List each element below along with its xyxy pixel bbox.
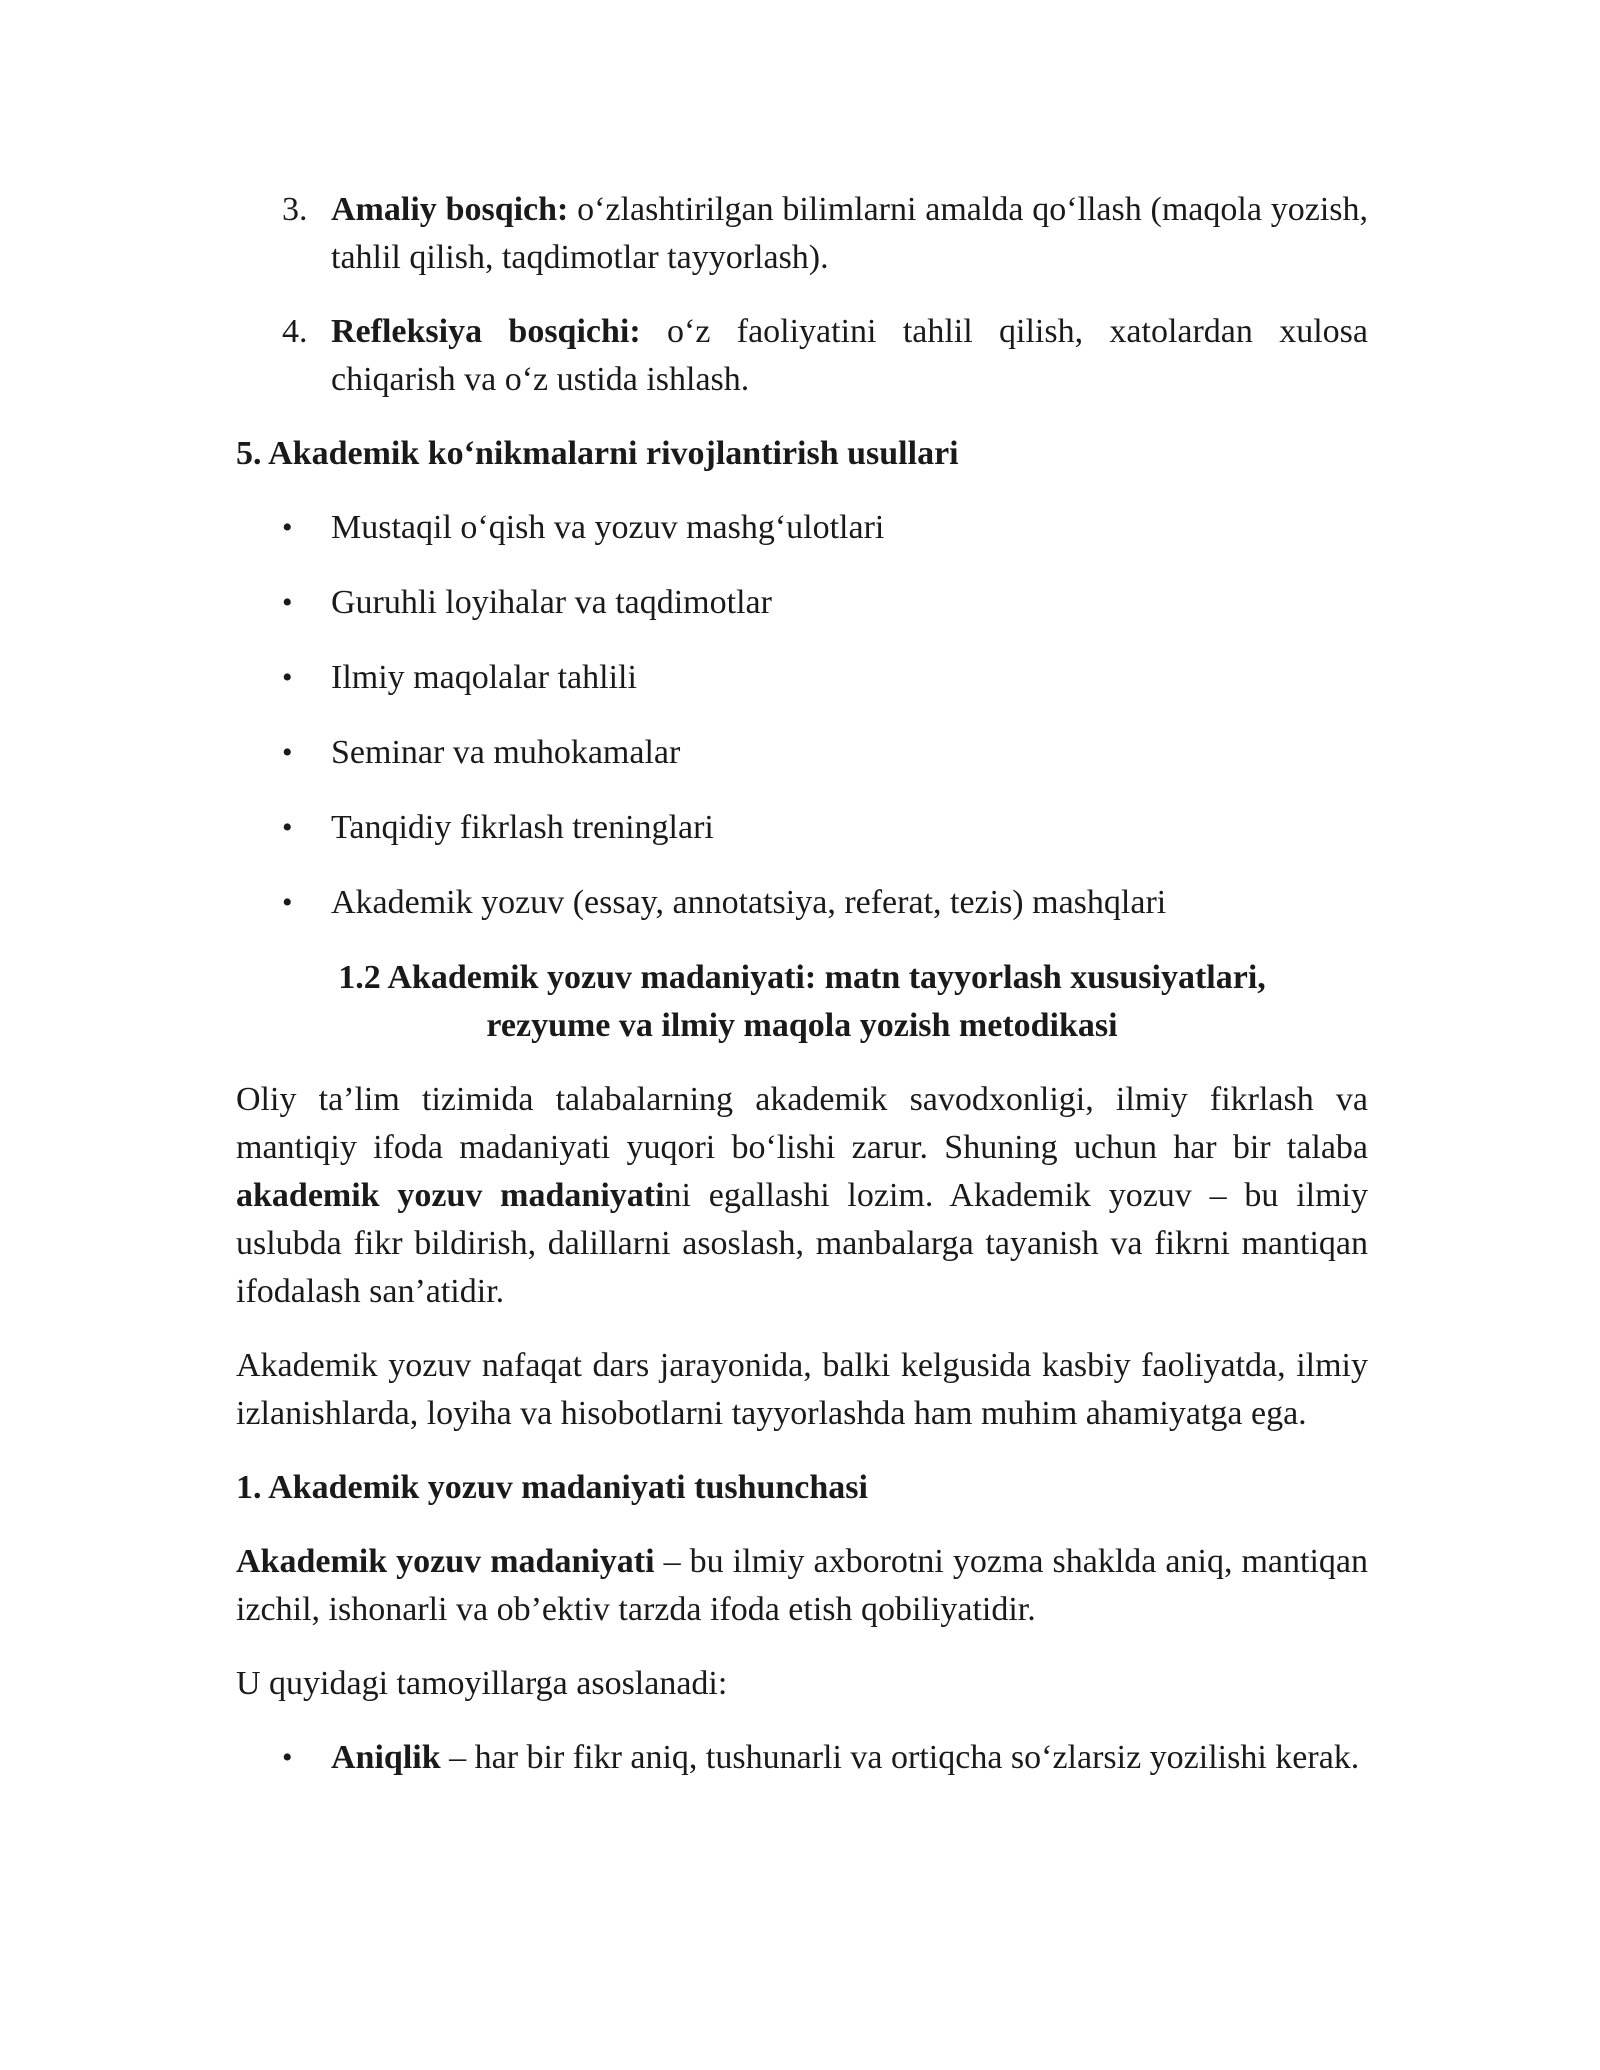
item-text: o‘z faoliyatini tahlil qilish, xatolardan xulosa chiqarish va o‘z ustida ishlash. xyxy=(331,313,1368,398)
list-item: • Akademik yozuv (essay, annotatsiya, referat, tezis) mashqlari xyxy=(236,879,1368,927)
list-item: • Seminar va muhokamalar xyxy=(236,729,1368,777)
list-item-stage-3 xyxy=(236,186,1368,282)
skills-methods-list xyxy=(236,504,1368,927)
list-item-stage-4 xyxy=(236,308,1368,404)
defined-term: Akademik yozuv madaniyati xyxy=(236,1543,655,1580)
list-item: • Aniqlik – har bir fikr aniq, tushunarli va ortiqcha so‘zlarsiz yozilishi kerak. xyxy=(236,1734,1368,1782)
principles-intro: U quyidagi tamoyillarga asoslanadi: xyxy=(236,1665,728,1702)
list-item: • Mustaqil o‘qish va yozuv mashg‘ulotlari xyxy=(236,504,1368,552)
definition-paragraph: Akademik yozuv madaniyati – bu ilmiy axborotni yozma shaklda aniq, mantiqan izchil, ishonarli va ob’ektiv tarzda ifoda etish qobiliyatidir. xyxy=(236,1543,1369,1628)
bullet-icon: • xyxy=(282,586,293,619)
list-item: • Tanqidiy fikrlash treninglari xyxy=(236,804,1368,852)
emphasis-term: akademik yozuv madaniyati xyxy=(236,1177,665,1214)
item-text: o‘zlashtirilgan bilimlarni amalda qo‘llash (maqola yozish, tahlil qilish, taqdimotlar tayyorlash). xyxy=(331,191,1368,276)
principle-term: Aniqlik xyxy=(331,1739,441,1776)
item-term: Amaliy bosqich: xyxy=(331,191,569,228)
item-number: 3. xyxy=(282,191,308,228)
section-5-heading: 5. Akademik ko‘nikmalarni rivojlantirish usullari xyxy=(236,435,959,472)
intro-paragraph: Oliy ta’lim tizimida talabalarning akademik savodxonligi, ilmiy fikrlash va mantiqiy ifoda madaniyati yuqori bo‘lishi zarur. Shuning uchun har bir talaba akademik yozuv madaniyatini egallashi lozim. Akademik yozuv – bu ilmiy uslubda fikr bildirish, dalillarni asoslash, manbalarga tayanish va fikrni mantiqan ifodalash san’atidir. xyxy=(236,1081,1368,1310)
bullet-icon: • xyxy=(282,736,293,769)
bullet-icon: • xyxy=(282,811,293,844)
item-term: Refleksiya bosqichi: xyxy=(331,313,641,350)
chapter-title-line-2: rezyume va ilmiy maqola yozish metodikasi xyxy=(486,1007,1118,1044)
bullet-icon: • xyxy=(282,661,293,694)
importance-paragraph: Akademik yozuv nafaqat dars jarayonida, balki kelgusida kasbiy faoliyatda, ilmiy izlanishlarda, loyiha va hisobotlarni tayyorlashda ham muhim ahamiyatga ega. xyxy=(236,1347,1368,1432)
item-number: 4. xyxy=(282,313,308,350)
chapter-title-line-1: 1.2 Akademik yozuv madaniyati: matn tayyorlash xususiyatlari, xyxy=(338,959,1266,996)
bullet-icon: • xyxy=(282,1741,293,1774)
principles-list xyxy=(236,1734,1368,1782)
section-1-heading: 1. Akademik yozuv madaniyati tushunchasi xyxy=(236,1469,868,1506)
document-page xyxy=(236,186,1368,1809)
bullet-icon: • xyxy=(282,511,293,544)
list-item: • Ilmiy maqolalar tahlili xyxy=(236,654,1368,702)
bullet-icon: • xyxy=(282,886,293,919)
chapter-title xyxy=(236,954,1368,1050)
list-item: • Guruhli loyihalar va taqdimotlar xyxy=(236,579,1368,627)
